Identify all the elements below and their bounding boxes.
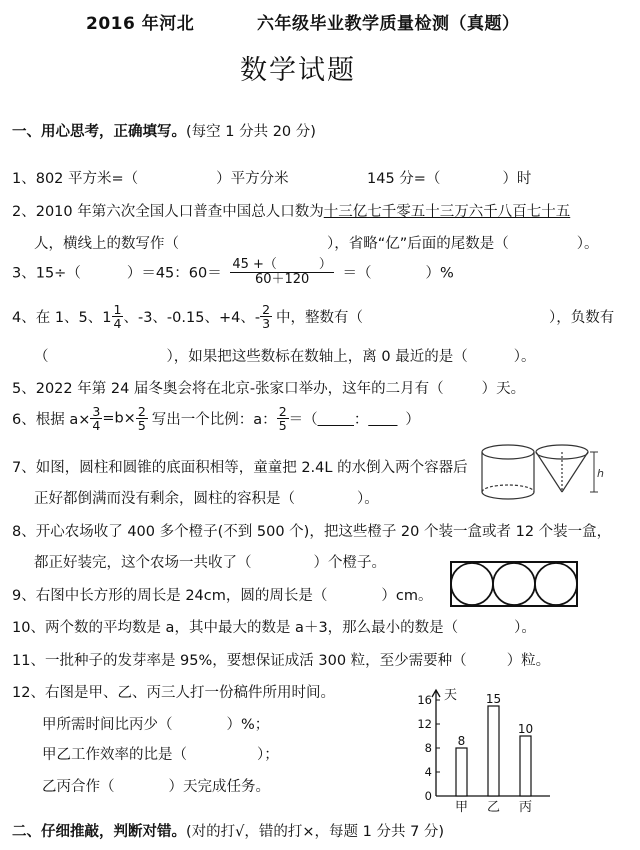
bar-value-label: 10 <box>517 722 534 736</box>
q6-f2-numerator: 2 <box>137 404 146 419</box>
question-12-line-c <box>42 743 279 764</box>
q10-part-b: ）。 <box>514 620 536 636</box>
q3-numerator: 45 +（ <box>232 257 277 272</box>
section2-title: 二、仔细推敲，判断对错。 <box>12 824 186 840</box>
q12-c-end: ）； <box>257 747 279 763</box>
circle-shape-1 <box>451 563 493 605</box>
q8-part-c: ）个橙子。 <box>313 555 386 571</box>
q2-line2-a: 人，横线上的数写作（ <box>34 236 179 252</box>
q12-d-text: 乙丙合作（ <box>42 779 115 795</box>
q12-b-text: 甲所需时间比丙少（ <box>42 717 173 733</box>
question-1 <box>12 167 289 188</box>
q6-blank1[interactable]: _____ <box>317 410 354 427</box>
question-10 <box>12 616 536 637</box>
bar-乙 <box>488 706 499 796</box>
q4-line2-b: ），如果把这些数标在数轴上，离 0 最近的是（ <box>166 349 468 365</box>
bar-甲 <box>456 748 467 796</box>
q3-fraction <box>230 258 334 286</box>
q12-part-a: 12、右图是甲、乙、丙三人打一份稿件所用时间。 <box>12 685 335 701</box>
q4-f2-denominator: 3 <box>262 316 271 332</box>
q9-part-a: 9、右图中长方形的周长是 24cm，圆的周长是（ <box>12 588 328 604</box>
y-tick-label: 4 <box>424 765 432 779</box>
circle-shape-2 <box>493 563 535 605</box>
q4-line2-c: ）。 <box>513 349 536 365</box>
time-bar-chart <box>400 682 560 816</box>
q4-line2-a: （ <box>34 349 49 365</box>
q6-f3-numerator: 2 <box>278 404 287 419</box>
cone-shape <box>536 445 588 492</box>
x-category-label: 丙 <box>518 800 533 815</box>
q6-blank2[interactable]: ____ <box>368 410 398 427</box>
q6-f3-denominator: 5 <box>278 418 287 434</box>
exam-header-left: 2016 年河北 <box>86 14 195 34</box>
q8-part-b: 都正好装完，这个农场一共收了（ <box>34 555 252 571</box>
question-1-right <box>367 167 531 188</box>
q5-part-a: 5、2022 年第 24 届冬奥会将在北京-张家口举办，这年的二月有（ <box>12 381 444 397</box>
q6-part-b: =b× <box>102 410 136 427</box>
section1-title: 一、用心思考，正确填写。 <box>12 124 186 140</box>
q12-d-end: ）天完成任务。 <box>168 779 270 795</box>
q6-part-c: 写出一个比例：a： <box>151 412 277 429</box>
q3-part-c: ＝（ <box>342 265 372 282</box>
question-2-line2 <box>34 232 599 253</box>
q1-part-c: 145 分=（ <box>367 171 441 187</box>
question-5 <box>12 377 525 398</box>
q6-part-a: 6、根据 a× <box>12 412 91 429</box>
q12-c-text: 甲乙工作效率的比是（ <box>42 747 187 763</box>
question-11 <box>12 649 550 670</box>
q11-part-b: ）粒。 <box>506 653 551 669</box>
question-8 <box>12 520 611 541</box>
q4-part-a: 4、在 1、5、1 <box>12 310 112 327</box>
q4-part-b: 、-3、-0.15、+4、- <box>123 310 261 327</box>
bar-value-label: 8 <box>457 734 466 748</box>
bar-value-label: 15 <box>485 692 502 706</box>
q3-part-d: ）% <box>425 265 454 282</box>
q2-line2-b: ），省略“亿”后面的尾数是（ <box>327 236 509 252</box>
q4-f1-numerator: 1 <box>113 302 122 317</box>
rectangle-circles-figure <box>449 560 579 608</box>
question-7 <box>12 456 468 477</box>
question-3 <box>12 258 454 286</box>
q4-part-d: ），负数有 <box>549 310 615 327</box>
q10-part-a: 10、两个数的平均数是 a，其中最大的数是 a＋3，那么最小的数是（ <box>12 620 459 636</box>
q7-part-a: 7、如图，圆柱和圆锥的底面积相等，童童把 2.4L 的水倒入两个容器后 <box>12 460 468 476</box>
x-category-label: 甲 <box>454 800 469 815</box>
q4-part-c: 中，整数有（ <box>276 310 364 327</box>
q1-part-a: 1、802 平方米=（ <box>12 171 139 187</box>
q11-part-a: 11、一批种子的发芽率是 95%，要想保证成活 300 粒，至少需要种（ <box>12 653 467 669</box>
question-4 <box>12 303 614 330</box>
question-12 <box>12 681 335 702</box>
q7-part-b: 正好都倒满而没有剩余，圆柱的容积是（ <box>34 491 295 507</box>
q7-part-c: ）。 <box>357 491 379 507</box>
circle-shape-3 <box>535 563 577 605</box>
q3-denominator: 60＋120 <box>254 271 310 287</box>
cylinder-shape <box>482 445 534 499</box>
y-tick-label: 8 <box>424 741 432 755</box>
q6-fraction-1 <box>90 405 102 432</box>
y-axis-label: 天 <box>444 688 458 703</box>
q6-f1-denominator: 4 <box>92 418 101 434</box>
q3-numerator-close: ） <box>318 257 332 272</box>
question-2 <box>12 200 570 221</box>
question-8-line2 <box>34 551 386 572</box>
q3-part-a: 3、15÷（ <box>12 265 81 282</box>
q6-part-d: ＝（ <box>288 412 318 429</box>
section1-note: (每空 1 分共 20 分) <box>186 124 316 140</box>
q3-part-b: ）＝45：60＝ <box>126 265 222 282</box>
q4-f1-denominator: 4 <box>113 316 122 332</box>
q9-part-b: ）cm。 <box>381 588 433 604</box>
rectangle-shape <box>451 562 577 606</box>
question-6 <box>12 405 420 432</box>
exam-header-right: 六年级毕业教学质量检测（真题） <box>257 14 520 34</box>
q6-fraction-3 <box>277 405 289 432</box>
question-4-line2 <box>34 345 535 366</box>
q6-fraction-2 <box>136 405 148 432</box>
q12-b-end: ）%； <box>226 717 270 733</box>
q1-part-d: ）时 <box>502 171 532 187</box>
chart-bars <box>456 706 534 796</box>
q4-fraction-2 <box>260 303 272 330</box>
height-label: h <box>597 467 604 480</box>
y-tick-label: 12 <box>417 717 432 731</box>
q1-part-b: ）平方分米 <box>216 171 289 187</box>
page-title: 数学试题 <box>240 55 356 86</box>
question-9 <box>12 584 433 605</box>
section1-heading <box>12 120 316 141</box>
section2-note: (对的打√，错的打×，每题 1 分共 7 分) <box>186 824 445 840</box>
section2-heading <box>12 820 444 841</box>
question-12-line-d <box>42 775 270 796</box>
q2-part-a: 2、2010 年第六次全国人口普查中国总人口数为 <box>12 204 324 220</box>
x-category-label: 乙 <box>486 800 501 815</box>
bar-丙 <box>520 736 531 796</box>
y-tick-label: 16 <box>417 693 432 707</box>
y-tick-label: 0 <box>424 789 432 803</box>
q4-f2-numerator: 2 <box>262 302 271 317</box>
q8-part-a: 8、开心农场收了 400 多个橙子(不到 500 个)，把这些橙子 20 个装一盒或者 12 个装一盒， <box>12 524 612 540</box>
q2-underlined-number: 十三亿七千零五十三万六千八百七十五 <box>323 204 571 220</box>
question-12-line-b <box>42 713 269 734</box>
q5-part-b: ）天。 <box>481 381 526 397</box>
q6-f1-numerator: 3 <box>92 404 101 419</box>
q6-part-e: ） <box>405 412 420 429</box>
q2-line2-c: ）。 <box>576 236 599 252</box>
q4-fraction-1 <box>112 303 124 330</box>
q6-colon: ： <box>353 412 369 429</box>
question-7-line2 <box>34 487 379 508</box>
q6-f2-denominator: 5 <box>137 418 146 434</box>
cylinder-cone-figure <box>478 440 608 504</box>
